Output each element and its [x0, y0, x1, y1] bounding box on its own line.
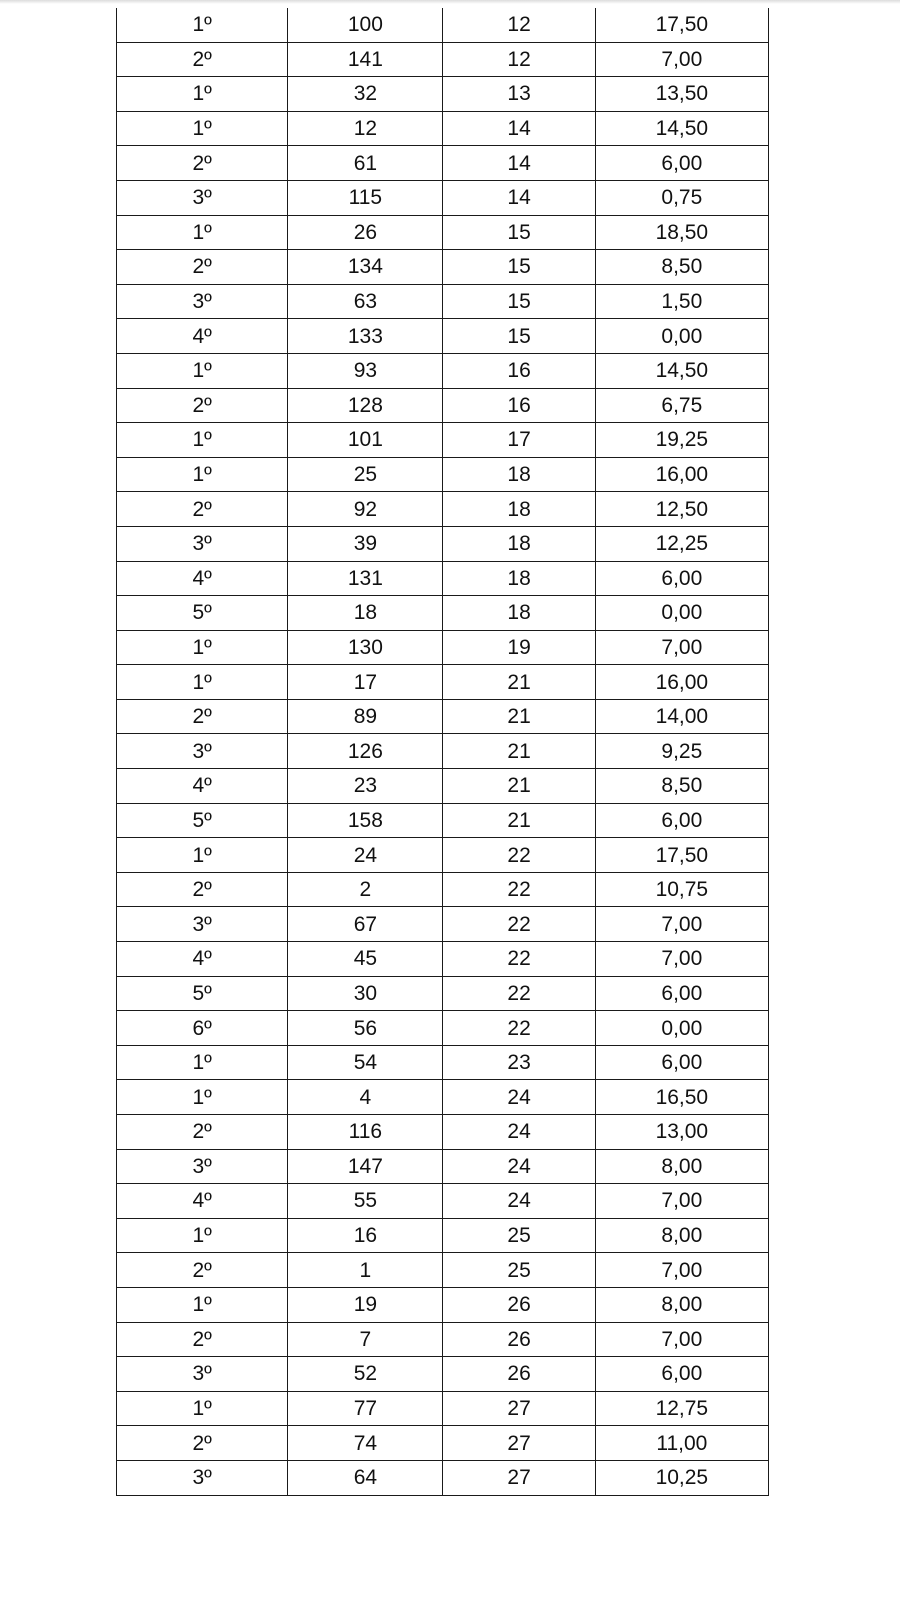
score-cell: 10,25: [595, 1460, 768, 1495]
group-cell: 26: [443, 1287, 595, 1322]
group-cell: 18: [443, 561, 595, 596]
table-row: [117, 1253, 769, 1288]
group-cell: 15: [443, 215, 595, 250]
score-cell: 6,00: [595, 803, 768, 838]
group-cell: 24: [443, 1149, 595, 1184]
number-cell: 126: [288, 734, 443, 769]
score-cell: 6,00: [595, 1357, 768, 1392]
table-row: [117, 215, 769, 250]
rank-cell: 1º: [117, 630, 288, 665]
number-cell: 1: [288, 1253, 443, 1288]
number-cell: 64: [288, 1460, 443, 1495]
score-cell: 0,00: [595, 596, 768, 631]
rank-cell: 2º: [117, 872, 288, 907]
rank-cell: 2º: [117, 42, 288, 77]
score-cell: 6,00: [595, 561, 768, 596]
table-row: [117, 976, 769, 1011]
score-cell: 7,00: [595, 1253, 768, 1288]
rank-cell: 4º: [117, 319, 288, 354]
table-row: [117, 1080, 769, 1115]
table-row: [117, 353, 769, 388]
rank-cell: 2º: [117, 1253, 288, 1288]
number-cell: 141: [288, 42, 443, 77]
number-cell: 115: [288, 180, 443, 215]
table-row: [117, 284, 769, 319]
table-row: [117, 838, 769, 873]
table-row: [117, 42, 769, 77]
table-row: [117, 1011, 769, 1046]
group-cell: 26: [443, 1357, 595, 1392]
group-cell: 22: [443, 907, 595, 942]
rank-cell: 5º: [117, 596, 288, 631]
number-cell: 24: [288, 838, 443, 873]
group-cell: 25: [443, 1253, 595, 1288]
number-cell: 147: [288, 1149, 443, 1184]
rank-cell: 3º: [117, 734, 288, 769]
table-row: [117, 1357, 769, 1392]
number-cell: 77: [288, 1391, 443, 1426]
table-row: [117, 1287, 769, 1322]
number-cell: 133: [288, 319, 443, 354]
score-cell: 7,00: [595, 907, 768, 942]
group-cell: 16: [443, 353, 595, 388]
number-cell: 55: [288, 1184, 443, 1219]
rank-cell: 3º: [117, 284, 288, 319]
score-cell: 16,00: [595, 665, 768, 700]
score-cell: 14,50: [595, 353, 768, 388]
number-cell: 18: [288, 596, 443, 631]
table-row: [117, 561, 769, 596]
rank-cell: 1º: [117, 457, 288, 492]
rank-cell: 3º: [117, 907, 288, 942]
rank-cell: 2º: [117, 1426, 288, 1461]
results-table: [116, 8, 769, 1496]
group-cell: 23: [443, 1045, 595, 1080]
group-cell: 26: [443, 1322, 595, 1357]
score-cell: 9,25: [595, 734, 768, 769]
group-cell: 27: [443, 1426, 595, 1461]
table-row: [117, 1115, 769, 1150]
group-cell: 22: [443, 976, 595, 1011]
score-cell: 19,25: [595, 423, 768, 458]
rank-cell: 1º: [117, 1391, 288, 1426]
table-row: [117, 769, 769, 804]
score-cell: 6,00: [595, 146, 768, 181]
group-cell: 17: [443, 423, 595, 458]
number-cell: 61: [288, 146, 443, 181]
number-cell: 2: [288, 872, 443, 907]
rank-cell: 1º: [117, 215, 288, 250]
group-cell: 24: [443, 1115, 595, 1150]
number-cell: 45: [288, 942, 443, 977]
number-cell: 30: [288, 976, 443, 1011]
number-cell: 74: [288, 1426, 443, 1461]
score-cell: 8,00: [595, 1218, 768, 1253]
table-row: [117, 630, 769, 665]
rank-cell: 4º: [117, 1184, 288, 1219]
table-row: [117, 319, 769, 354]
score-cell: 16,00: [595, 457, 768, 492]
number-cell: 93: [288, 353, 443, 388]
rank-cell: 1º: [117, 353, 288, 388]
table-row: [117, 180, 769, 215]
number-cell: 23: [288, 769, 443, 804]
score-cell: 17,50: [595, 8, 768, 42]
rank-cell: 6º: [117, 1011, 288, 1046]
table-row: [117, 1045, 769, 1080]
score-cell: 7,00: [595, 630, 768, 665]
table-row: [117, 699, 769, 734]
rank-cell: 2º: [117, 250, 288, 285]
table-row: [117, 423, 769, 458]
number-cell: 89: [288, 699, 443, 734]
group-cell: 21: [443, 769, 595, 804]
table-row: [117, 1184, 769, 1219]
table-row: [117, 596, 769, 631]
rank-cell: 2º: [117, 388, 288, 423]
group-cell: 13: [443, 77, 595, 112]
number-cell: 100: [288, 8, 443, 42]
number-cell: 158: [288, 803, 443, 838]
table-row: [117, 1149, 769, 1184]
number-cell: 4: [288, 1080, 443, 1115]
rank-cell: 1º: [117, 423, 288, 458]
number-cell: 116: [288, 1115, 443, 1150]
number-cell: 131: [288, 561, 443, 596]
rank-cell: 2º: [117, 1115, 288, 1150]
table-row: [117, 77, 769, 112]
group-cell: 19: [443, 630, 595, 665]
table-row: [117, 907, 769, 942]
score-cell: 0,00: [595, 319, 768, 354]
score-cell: 12,50: [595, 492, 768, 527]
score-cell: 7,00: [595, 942, 768, 977]
number-cell: 54: [288, 1045, 443, 1080]
group-cell: 12: [443, 42, 595, 77]
number-cell: 39: [288, 526, 443, 561]
number-cell: 56: [288, 1011, 443, 1046]
group-cell: 21: [443, 699, 595, 734]
group-cell: 22: [443, 838, 595, 873]
table-row: [117, 250, 769, 285]
table-row: [117, 388, 769, 423]
table-row: [117, 111, 769, 146]
table-row: [117, 1391, 769, 1426]
table-row: [117, 1322, 769, 1357]
rank-cell: 1º: [117, 111, 288, 146]
rank-cell: 1º: [117, 8, 288, 42]
number-cell: 67: [288, 907, 443, 942]
number-cell: 134: [288, 250, 443, 285]
group-cell: 15: [443, 319, 595, 354]
group-cell: 22: [443, 1011, 595, 1046]
group-cell: 15: [443, 284, 595, 319]
number-cell: 101: [288, 423, 443, 458]
table-row: [117, 872, 769, 907]
score-cell: 0,00: [595, 1011, 768, 1046]
number-cell: 128: [288, 388, 443, 423]
table-row: [117, 492, 769, 527]
number-cell: 16: [288, 1218, 443, 1253]
score-cell: 1,50: [595, 284, 768, 319]
page-top-edge: [0, 0, 900, 4]
rank-cell: 3º: [117, 180, 288, 215]
table-row: [117, 8, 769, 42]
rank-cell: 4º: [117, 942, 288, 977]
score-cell: 8,00: [595, 1287, 768, 1322]
score-cell: 16,50: [595, 1080, 768, 1115]
score-cell: 17,50: [595, 838, 768, 873]
group-cell: 25: [443, 1218, 595, 1253]
score-cell: 14,00: [595, 699, 768, 734]
rank-cell: 1º: [117, 77, 288, 112]
score-cell: 18,50: [595, 215, 768, 250]
score-cell: 6,00: [595, 976, 768, 1011]
number-cell: 17: [288, 665, 443, 700]
score-cell: 7,00: [595, 1322, 768, 1357]
group-cell: 14: [443, 180, 595, 215]
table-row: [117, 1426, 769, 1461]
score-cell: 8,50: [595, 769, 768, 804]
number-cell: 130: [288, 630, 443, 665]
rank-cell: 2º: [117, 146, 288, 181]
group-cell: 14: [443, 146, 595, 181]
table-row: [117, 1218, 769, 1253]
rank-cell: 1º: [117, 1218, 288, 1253]
rank-cell: 1º: [117, 838, 288, 873]
rank-cell: 1º: [117, 1287, 288, 1322]
group-cell: 18: [443, 492, 595, 527]
score-cell: 12,25: [595, 526, 768, 561]
score-cell: 7,00: [595, 1184, 768, 1219]
rank-cell: 3º: [117, 1149, 288, 1184]
group-cell: 22: [443, 872, 595, 907]
table-row: [117, 1460, 769, 1495]
rank-cell: 1º: [117, 1045, 288, 1080]
rank-cell: 2º: [117, 492, 288, 527]
group-cell: 18: [443, 526, 595, 561]
group-cell: 15: [443, 250, 595, 285]
score-cell: 13,50: [595, 77, 768, 112]
group-cell: 24: [443, 1080, 595, 1115]
rank-cell: 1º: [117, 1080, 288, 1115]
score-cell: 11,00: [595, 1426, 768, 1461]
score-cell: 14,50: [595, 111, 768, 146]
group-cell: 27: [443, 1391, 595, 1426]
number-cell: 12: [288, 111, 443, 146]
number-cell: 19: [288, 1287, 443, 1322]
group-cell: 21: [443, 665, 595, 700]
rank-cell: 3º: [117, 1357, 288, 1392]
rank-cell: 3º: [117, 526, 288, 561]
results-table-body: [117, 8, 769, 1495]
rank-cell: 2º: [117, 699, 288, 734]
score-cell: 8,00: [595, 1149, 768, 1184]
table-row: [117, 457, 769, 492]
table-row: [117, 665, 769, 700]
rank-cell: 5º: [117, 803, 288, 838]
score-cell: 12,75: [595, 1391, 768, 1426]
table-row: [117, 942, 769, 977]
number-cell: 26: [288, 215, 443, 250]
group-cell: 24: [443, 1184, 595, 1219]
number-cell: 63: [288, 284, 443, 319]
group-cell: 16: [443, 388, 595, 423]
group-cell: 21: [443, 803, 595, 838]
score-cell: 0,75: [595, 180, 768, 215]
score-cell: 7,00: [595, 42, 768, 77]
score-cell: 13,00: [595, 1115, 768, 1150]
table-row: [117, 526, 769, 561]
rank-cell: 1º: [117, 665, 288, 700]
group-cell: 14: [443, 111, 595, 146]
group-cell: 21: [443, 734, 595, 769]
group-cell: 27: [443, 1460, 595, 1495]
table-row: [117, 803, 769, 838]
number-cell: 25: [288, 457, 443, 492]
group-cell: 18: [443, 596, 595, 631]
rank-cell: 2º: [117, 1322, 288, 1357]
number-cell: 52: [288, 1357, 443, 1392]
number-cell: 32: [288, 77, 443, 112]
score-cell: 6,00: [595, 1045, 768, 1080]
table-row: [117, 734, 769, 769]
rank-cell: 5º: [117, 976, 288, 1011]
group-cell: 12: [443, 8, 595, 42]
number-cell: 7: [288, 1322, 443, 1357]
rank-cell: 3º: [117, 1460, 288, 1495]
rank-cell: 4º: [117, 561, 288, 596]
group-cell: 18: [443, 457, 595, 492]
table-row: [117, 146, 769, 181]
group-cell: 22: [443, 942, 595, 977]
score-cell: 10,75: [595, 872, 768, 907]
rank-cell: 4º: [117, 769, 288, 804]
number-cell: 92: [288, 492, 443, 527]
score-cell: 8,50: [595, 250, 768, 285]
score-cell: 6,75: [595, 388, 768, 423]
